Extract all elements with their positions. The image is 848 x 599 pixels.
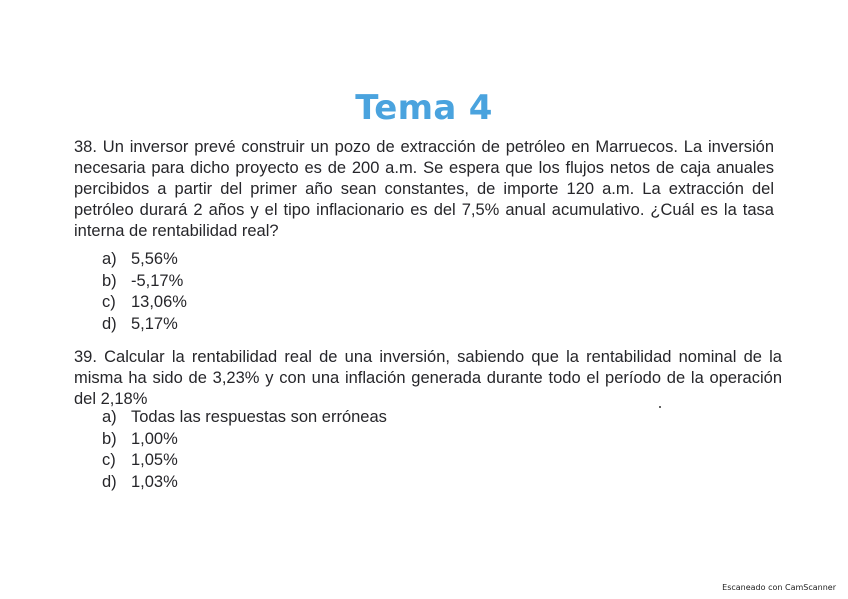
question-39-line: del 2,18% — [74, 390, 148, 408]
option-d — [102, 472, 387, 494]
question-38-options — [102, 249, 187, 335]
scan-speck — [659, 406, 661, 408]
option-letter: c) — [102, 293, 116, 311]
option-text: 5,17% — [131, 314, 178, 333]
option-letter: a) — [102, 408, 117, 426]
option-d — [102, 314, 187, 336]
option-c — [102, 450, 387, 472]
option-b — [102, 429, 387, 451]
option-c — [102, 292, 187, 314]
option-text: Todas las respuestas son erróneas — [131, 408, 387, 426]
option-b — [102, 271, 187, 293]
option-text: -5,17% — [131, 271, 184, 290]
question-38-line: interna de rentabilidad real? — [74, 222, 279, 240]
option-letter: d) — [102, 314, 117, 333]
question-38-line: percibidos a partir del primer año sean constantes, de importe 120 a.m. La extracción del — [74, 180, 774, 198]
option-letter: b) — [102, 271, 117, 290]
question-39-options — [102, 407, 387, 493]
question-38-text — [74, 137, 774, 242]
option-letter: a) — [102, 250, 117, 268]
option-text: 1,03% — [131, 472, 178, 491]
page-title: Tema 4 — [355, 88, 493, 128]
option-letter: b) — [102, 429, 117, 448]
option-text: 1,00% — [131, 429, 178, 448]
option-text: 5,56% — [131, 250, 178, 268]
question-38-line: petróleo durará 2 años y el tipo inflacionario es del 7,5% anual acumulativo. ¿Cuál es la tasa — [74, 201, 774, 219]
option-a — [102, 249, 187, 271]
option-letter: c) — [102, 451, 116, 469]
question-39-line: 39. Calcular la rentabilidad real de una inversión, sabiendo que la rentabilidad nominal de la — [74, 348, 782, 366]
option-letter: d) — [102, 472, 117, 491]
question-38-line: 38. Un inversor prevé construir un pozo de extracción de petróleo en Marruecos. La inversión — [74, 138, 774, 156]
option-text: 1,05% — [131, 451, 178, 469]
question-39-text — [74, 347, 782, 410]
scanner-watermark: Escaneado con CamScanner — [722, 583, 836, 592]
option-a — [102, 407, 387, 429]
question-38-line: necesaria para dicho proyecto es de 200 a.m. Se espera que los flujos netos de caja anuales — [74, 159, 774, 177]
question-39-line: misma ha sido de 3,23% y con una inflación generada durante todo el período de la operación — [74, 369, 782, 387]
option-text: 13,06% — [131, 293, 187, 311]
